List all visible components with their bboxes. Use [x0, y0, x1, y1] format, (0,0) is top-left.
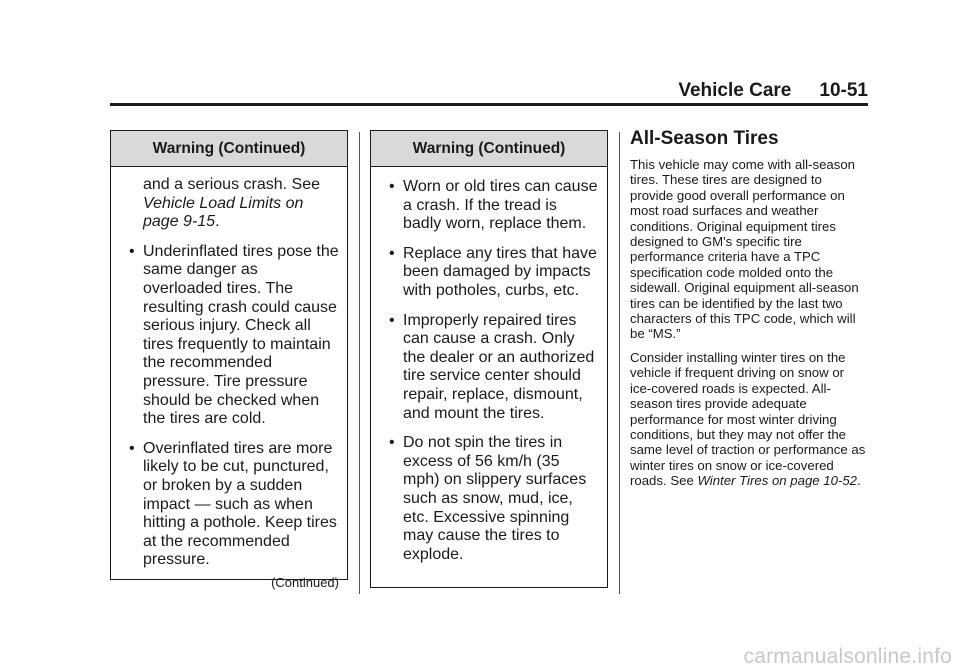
body-text	[630, 157, 868, 497]
header-rule	[110, 103, 868, 106]
page-header	[110, 80, 868, 104]
continued-note: (Continued)	[271, 574, 339, 590]
paragraph: This vehicle may come with all-season tires. These tires are designed to provide good overall performance on most road surfaces and weather conditions. Original equipment tires designed to GM's specific tire performance criteria have a TPC specification code molded onto the sidewall. Original equipment all-season tires can be identified by the last two characters of this TPC code, which will be “MS.”	[630, 157, 859, 342]
page-number: 10-51	[819, 80, 868, 101]
cross-reference-link[interactable]: Winter Tires on page 10-52	[697, 473, 858, 489]
warning-bullet: • Overinflated tires are more likely to be cut, punctured, or broken by a sudden impact — such as when hitting a pothole. Keep tires at the recommended pressure.	[129, 439, 337, 569]
warning-intro: and a serious crash. See Vehicle Load Limits on page 9-15.	[143, 176, 320, 231]
bullet-icon: •	[129, 242, 135, 260]
bullet-icon: •	[129, 439, 135, 457]
warning-bullet: • Underinflated tires pose the same danger as overloaded tires. The resulting crash could cause serious injury. Check all tires frequently to maintain the recommended pressure. Tire pressure should be checked when the tires are cold.	[129, 242, 339, 428]
paragraph: Consider installing winter tires on the vehicle if frequent driving on snow or ice-covered roads is expected. All-season tires provide adequate performance for most winter driving conditions, but they may not offer the same level of traction or performance as winter tires on snow or ice-covered roads. See Winter Tires on page 10-52.	[630, 349, 866, 489]
warning-bullet: • Do not spin the tires in excess of 56 km/h (35 mph) on slippery surfaces such as snow, mud, ice, etc. Excessive spinning may cause the tires to explode.	[389, 434, 587, 563]
bullet-icon: •	[389, 178, 395, 195]
watermark-logo: carmanualsonline.info	[743, 645, 952, 668]
bullet-icon: •	[389, 311, 395, 329]
warning-box-middle	[370, 130, 608, 588]
section-heading: All-Season Tires	[630, 128, 779, 149]
warning-title: Warning (Continued)	[111, 131, 347, 167]
warning-title: Warning (Continued)	[371, 131, 607, 167]
column-divider-1	[359, 132, 360, 594]
section-title-header: Vehicle Care	[678, 80, 792, 101]
bullet-icon: •	[389, 434, 395, 452]
bullet-icon: •	[389, 244, 395, 262]
warning-box-left	[110, 130, 348, 590]
cross-reference-link[interactable]: Vehicle Load Limits on page 9-15	[143, 194, 304, 231]
column-divider-2	[619, 132, 620, 594]
warning-bullet: • Replace any tires that have been damaged by impacts with potholes, curbs, etc.	[389, 244, 597, 299]
warning-bullet: • Improperly repaired tires can cause a crash. Only the dealer or an authorized tire service center should repair, replace, dismount, and mount the tires.	[389, 311, 595, 422]
warning-bullet: • Worn or old tires can cause a crash. If the tread is badly worn, replace them.	[389, 178, 598, 233]
